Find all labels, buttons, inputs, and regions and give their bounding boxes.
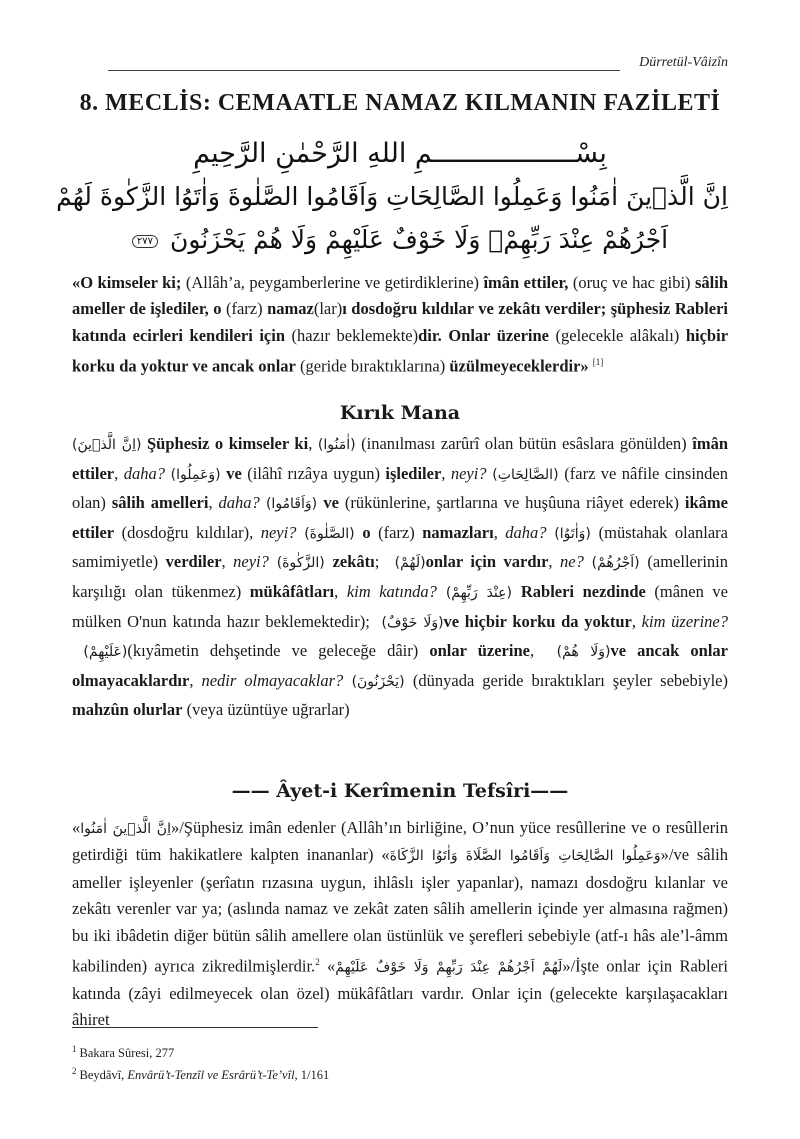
- k-a8: (الزَّكٰوةَ): [268, 555, 333, 572]
- ayah-line-2-text: اَجْرُهُمْ عِنْدَ رَبِّهِمْۚ وَلَا خَوْفٌ عَلَيْهِمْ وَلَا هُمْ يَحْزَنُونَ: [169, 225, 669, 254]
- k-a14: (وَلَا هُمْ): [545, 644, 611, 661]
- footnote-ref-2[interactable]: 2: [315, 957, 320, 968]
- meal-s2: (Allâh’a, peygamberlerine ve getirdiklerine): [181, 273, 484, 292]
- k-t2: ,: [308, 434, 318, 453]
- section-title-kirik-mana: Kırık Mana: [339, 402, 461, 424]
- footnote-2-text: Beydâvî,: [79, 1068, 128, 1083]
- k-t30: ,: [334, 581, 347, 601]
- k-t21: (müstahak olanlara samimiyetle): [72, 522, 728, 572]
- footnote-1-text: Bakara Sûresi, 277: [79, 1046, 175, 1061]
- k-t31: Rableri nezdinde: [520, 581, 646, 601]
- k-q5: daha?: [505, 522, 547, 542]
- meal-s4: (oruç ve hac gibi): [568, 273, 695, 292]
- basmala: بِسْــــــــــــــــــمِ اللهِ الرَّحْمٰنِ الرَّحِيمِ: [193, 138, 607, 169]
- ayah-line-1: اِنَّ الَّذ۪ينَ اٰمَنُوا وَعَمِلُوا الصَّالِحَاتِ وَاَقَامُوا الصَّلٰوةَ وَاٰتَوُا الزَّكٰوةَ لَهُمْ: [56, 182, 728, 211]
- k-t34: ,: [631, 611, 642, 631]
- k-t38: ve ancak onlar olmayacaklardır: [72, 641, 728, 690]
- k-t9: ,: [441, 463, 451, 483]
- k-a11: (عِنْدَ رَبِّهِمْ): [436, 584, 521, 601]
- k-q7: ne?: [560, 552, 584, 572]
- tf-t3: »/ve sâlih ameller işleyenler (şerîatın rızasına uygun, ihlâslı işler yapanlar), namazı dosdoğru kılanlar ve zekâtı verenler var ya; (aslında namaz ve zekât zaten sâlih amellerin içinde yer almasına rağmen) bu iki ibâdetin diğer bütün sâlih amellere olan üstünlük ve şerefleri sebebiyle (atf-ı hâs ale’l-âmm kabilinden) ayrıca zikredilmişlerdir.: [72, 845, 728, 976]
- k-q6: neyi?: [233, 552, 269, 572]
- k-t14: (rükünlerine, şartlarına ve huşûuna riâyet ederek): [338, 493, 685, 513]
- k-a13: (عَلَيْهِمْ): [72, 644, 128, 661]
- footnote-1-mark: 1: [72, 1044, 77, 1054]
- k-t24: zekâtı: [332, 552, 375, 572]
- k-t16: (dosdoğru kıldılar),: [114, 522, 261, 542]
- k-t8: işlediler: [385, 463, 442, 483]
- tf-a2: وَعَمِلُوا الصَّالِحَاتِ وَاَقَامُوا الصَّلَاةَ وَاٰتَوُا الزَّكَاةَ: [389, 848, 661, 865]
- k-t23: ,: [221, 552, 234, 572]
- meal-s16: »: [580, 356, 589, 376]
- meal-s1: «O kimseler ki;: [72, 273, 182, 292]
- k-a3: (وَعَمِلُوا): [164, 466, 227, 483]
- meal-s8: (lar): [313, 299, 343, 319]
- meal-paragraph: [72, 270, 728, 380]
- footnote-ref-1[interactable]: [1]: [592, 357, 604, 368]
- k-t5: ,: [114, 463, 124, 483]
- ayah-line-2: [72, 225, 728, 254]
- tf-t1: «: [72, 818, 81, 837]
- k-t29: mükâfâtları: [249, 581, 335, 601]
- footnote-1: [72, 1044, 174, 1061]
- k-a5: (وَاَقَامُوا): [259, 496, 324, 513]
- k-t4: îmân ettiler: [72, 434, 728, 483]
- k-a7: (وَاٰتَوُا): [546, 525, 599, 542]
- k-a1: (اِنَّ الَّذ۪ينَ): [72, 437, 142, 453]
- k-t13: ve: [323, 493, 339, 513]
- footnote-rule: [72, 1027, 318, 1028]
- footnote-2-book-title: Envârü’t-Tenzîl ve Esrârü’t-Te’vîl: [127, 1068, 295, 1083]
- k-a12: (وَلَا خَوْفٌ): [375, 614, 444, 631]
- k-t33: ve hiçbir korku da yoktur: [443, 611, 632, 631]
- k-t39: ,: [189, 670, 202, 690]
- k-q4: neyi?: [260, 522, 297, 542]
- k-t20: ,: [493, 522, 506, 542]
- k-t17: o: [362, 522, 371, 542]
- k-t35: (kıyâmetin dehşetinde ve geleceğe dâir): [127, 641, 430, 661]
- footnote-2: [72, 1066, 329, 1083]
- meal-s15: üzülmeyeceklerdir: [449, 356, 581, 376]
- k-t22: verdiler: [165, 552, 222, 572]
- k-t32: (mânen ve mülken O'nun katında hazır beklemektedir);: [72, 581, 728, 631]
- k-t19: namazları: [422, 522, 494, 542]
- k-t25: ;: [374, 552, 387, 572]
- verse-number-badge: ٢٧٧: [132, 235, 158, 248]
- k-t26: onlar için vardır: [425, 552, 549, 572]
- meal-s12: (gelecekle alâkalı): [548, 325, 686, 345]
- k-t6: ve: [226, 463, 242, 483]
- k-a15: (يَحْزَنُونَ): [343, 673, 413, 690]
- meal-s10: (hazır beklemekte): [285, 325, 419, 345]
- k-t41: mahzûn olurlar: [72, 700, 183, 720]
- tf-a1: اِنَّ الَّذ۪ينَ اٰمَنُوا: [80, 821, 171, 837]
- k-t3: (inanılması zarûrî olan bütün esâslara gönülden): [355, 434, 693, 453]
- k-t42: (veya üzüntüye uğrarlar): [182, 700, 350, 720]
- k-a2: (اٰمَنُوا): [317, 437, 356, 453]
- chapter-title: 8. MECLİS: CEMAATLE NAMAZ KILMANIN FAZİLETİ: [79, 90, 721, 116]
- k-a9: (لَهُمْ): [386, 555, 426, 572]
- tf-t4: «: [319, 956, 336, 976]
- header-rule: [108, 70, 620, 71]
- meal-s5: sâlih ameller de işlediler, o: [72, 273, 729, 319]
- k-t10: (farz ve nâfile cinsinden olan): [72, 463, 728, 513]
- k-t15: ikâme ettiler: [72, 493, 729, 542]
- k-t12: ,: [208, 493, 219, 513]
- k-t36: onlar üzerine: [429, 641, 530, 661]
- tf-t5: »/İşte onlar için Rableri katında (zâyi edilmeyecek olan özel) mükâfâtları vardır. Onlar için (gelecekte karşılaşacakları âhiret: [72, 956, 729, 1030]
- k-a10: (اَجْرُهُمْ): [583, 555, 648, 572]
- k-q3: daha?: [218, 493, 260, 513]
- footnote-2-page: , 1/161: [294, 1068, 330, 1083]
- k-a4: (الصَّالِحَاتِ): [486, 466, 565, 483]
- tf-a3: لَهُمْ اَجْرُهُمْ عِنْدَ رَبِّهِمْ وَلَا خَوْفٌ عَلَيْهِمْ: [335, 959, 563, 976]
- meal-s13: hiçbir korku da yoktur ve ancak onlar: [72, 325, 729, 376]
- meal-s3: îmân ettiler,: [483, 273, 569, 292]
- meal-s6: (farz): [221, 299, 268, 319]
- tf-t2: »/Şüphesiz imân edenler (Allâh’ın birliğine, O’nun yüce resûllerine ve o resûllerin getirdiği tüm hakikatlere kalpten inananlar) «: [72, 818, 728, 865]
- k-t7: (ilâhî rızâya uygun): [241, 463, 386, 483]
- meal-s14: (geride bıraktıklarına): [295, 356, 450, 376]
- k-t11: sâlih amelleri: [111, 493, 209, 513]
- k-q10: nedir olmayacaklar?: [201, 670, 344, 690]
- k-t40: (dünyada geride bıraktıkları şeyler sebebiyle): [412, 670, 728, 690]
- meal-s9: ı dosdoğru kıldılar ve zekâtı verdiler; şüphesiz Rableri katında ecirleri kendileri için: [72, 299, 728, 345]
- running-title: Dürretül-Vâizîn: [639, 55, 728, 70]
- k-q8: kim katında?: [346, 581, 437, 601]
- k-t27: ,: [548, 552, 561, 572]
- meal-s11: dir. Onlar üzerine: [418, 325, 549, 345]
- k-a6: (الصَّلٰوةَ): [296, 525, 363, 542]
- k-t18: (farz): [370, 522, 423, 542]
- footnote-2-mark: 2: [72, 1066, 77, 1076]
- k-t28: (amellerinin karşılığı olan tükenmez): [72, 552, 729, 601]
- k-t37: ,: [529, 641, 546, 661]
- tefsir-paragraph: [72, 815, 728, 1034]
- k-q2: neyi?: [450, 463, 487, 483]
- section-title-tefsir: —— Âyet-i Kerîmenin Tefsîri——: [231, 780, 569, 802]
- k-t1: Şüphesiz o kimseler ki: [141, 434, 309, 453]
- kirik-mana-paragraph: [72, 430, 728, 724]
- k-q1: daha?: [123, 463, 165, 483]
- k-q9: kim üzerine?: [641, 611, 728, 631]
- meal-s7: namaz: [267, 299, 314, 319]
